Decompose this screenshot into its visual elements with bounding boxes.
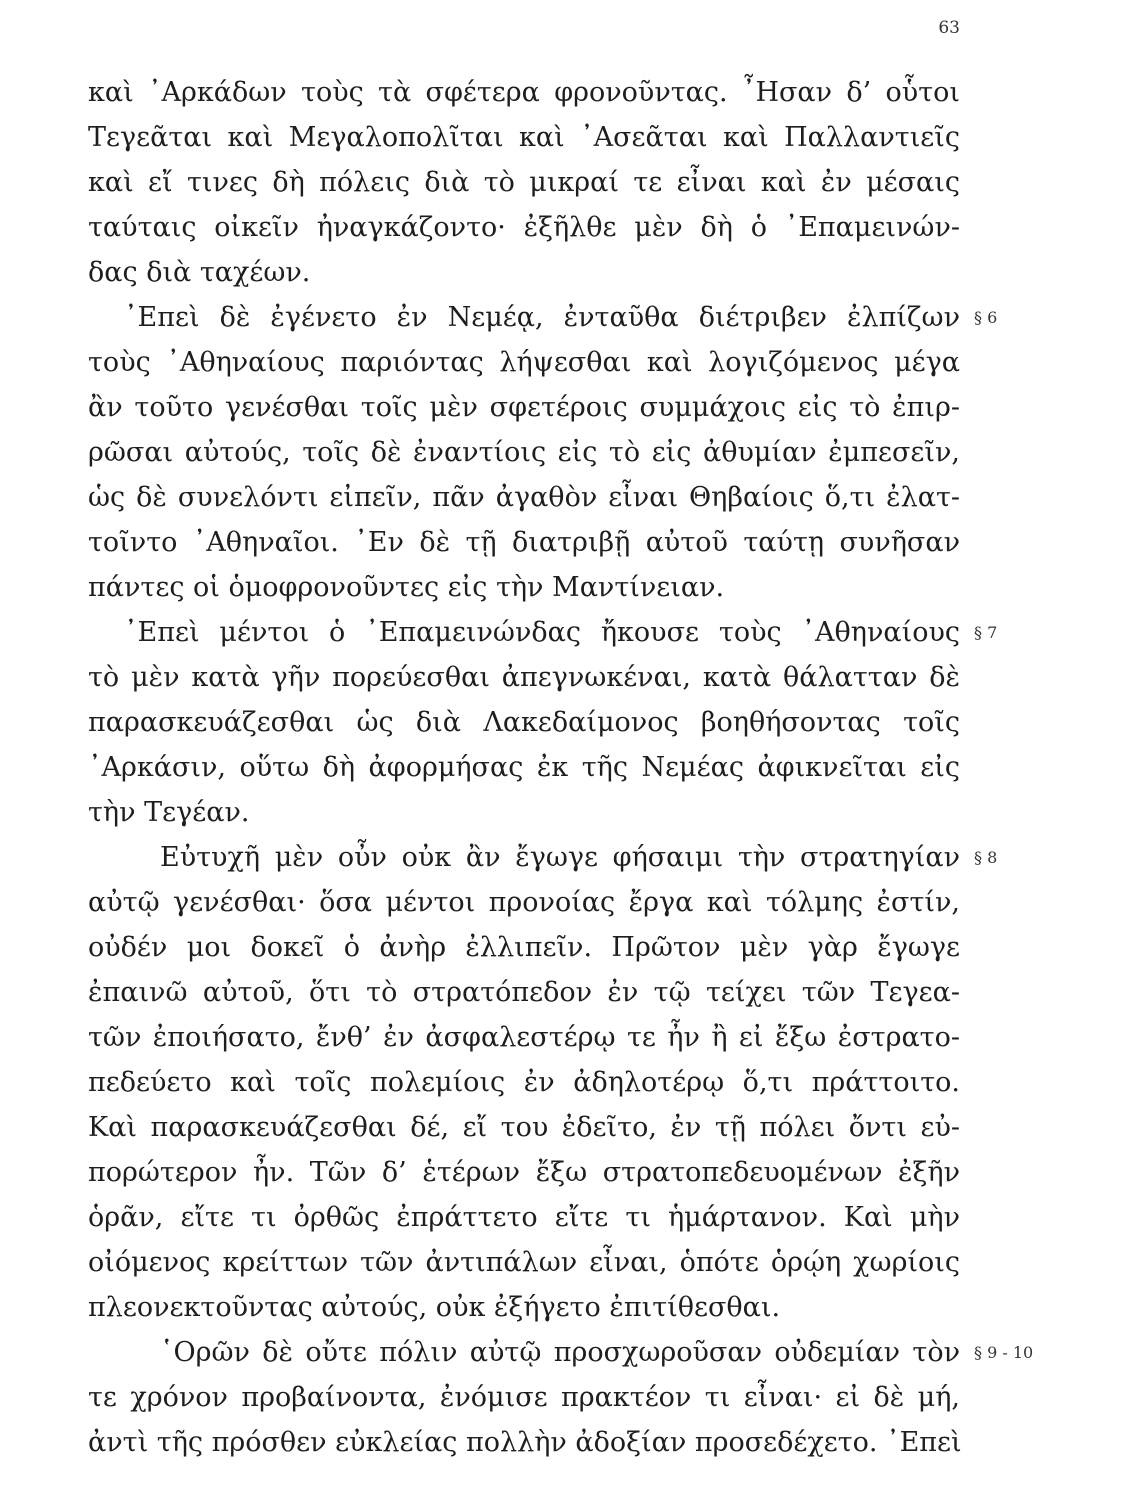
text-line-content: ἀντὶ τῆς πρόσθεν εὐκλείας πολλὴν ἀδοξίαν προσεδέχετο. ᾿Επεὶ <box>88 1427 962 1458</box>
text-line-content: Τεγεᾶται καὶ Μεγαλοπολῖται καὶ ᾿Ασεᾶται καὶ Παλλαντιεῖς <box>88 122 960 153</box>
text-line <box>88 880 960 925</box>
text-line <box>88 1375 960 1420</box>
text-line-content: τοῖντο ᾿Αθηναῖοι. ᾿Εν δὲ τῇ διατριβῇ αὐτοῦ ταύτῃ συνῆσαν <box>88 527 960 558</box>
text-line-content: τοὺς ᾿Αθηναίους παριόντας λήψεσθαι καὶ λογιζόμενος μέγα <box>88 347 960 378</box>
text-line-content: τῶν ἐποιήσατο, ἔνθ’ ἐν ἀσφαλεστέρῳ τε ἦν ἢ εἰ ἔξω ἐστρατο- <box>88 1022 960 1053</box>
text-line-content: ὡς δὲ συνελόντι εἰπεῖν, πᾶν ἀγαθὸν εἶναι Θηβαίοις ὅ,τι ἐλατ- <box>88 482 960 513</box>
text-line <box>88 1105 960 1150</box>
text-line-content: οὐδέν μοι δοκεῖ ὁ ἀνὴρ ἐλλιπεῖν. Πρῶτον μὲν γὰρ ἔγωγε <box>88 932 960 963</box>
text-line-content: ᾿Επεὶ μέντοι ὁ ᾿Επαμεινώνδας ἤκουσε τοὺς ᾿Αθηναίους <box>124 617 960 648</box>
section-reference: § 8 <box>974 848 998 867</box>
text-line <box>88 610 998 655</box>
text-line-content: δας διὰ ταχέων. <box>88 257 311 288</box>
text-line <box>88 115 960 160</box>
text-line-content: ἐπαινῶ αὐτοῦ, ὅτι τὸ στρατόπεδον ἐν τῷ τείχει τῶν Τεγεα- <box>88 977 960 1008</box>
text-line <box>88 520 960 565</box>
text-line <box>88 1060 960 1105</box>
text-line <box>88 385 960 430</box>
text-line-content: ρῶσαι αὐτούς, τοῖς δὲ ἐναντίοις εἰς τὸ εἰς ἀθυμίαν ἐμπεσεῖν, <box>88 437 960 468</box>
text-line-content: πλεονεκτοῦντας αὐτούς, οὐκ ἐξήγετο ἐπιτίθεσθαι. <box>88 1292 781 1323</box>
text-line <box>88 700 960 745</box>
text-line-content: τε χρόνον προβαίνοντα, ἐνόμισε πρακτέον τι εἶναι· εἰ δὲ μή, <box>88 1382 960 1413</box>
text-line <box>88 250 960 295</box>
text-line-content: ἂν τοῦτο γενέσθαι τοῖς μὲν σφετέροις συμμάχοις εἰς τὸ ἐπιρ- <box>88 392 960 423</box>
text-line <box>88 925 960 970</box>
text-line <box>88 1240 960 1285</box>
section-reference: § 7 <box>974 623 998 642</box>
text-line-content: τὸ μὲν κατὰ γῆν πορεύεσθαι ἀπεγνωκέναι, κατὰ θάλατταν δὲ <box>88 662 960 693</box>
text-line <box>88 745 960 790</box>
text-line <box>88 475 960 520</box>
text-line-content: ᾿Αρκάσιν, οὕτω δὴ ἀφορμήσας ἐκ τῆς Νεμέας ἀφικνεῖται εἰς <box>88 752 960 783</box>
text-line-content: αὐτῷ γενέσθαι· ὅσα μέντοι προνοίας ἔργα καὶ τόλμης ἐστίν, <box>88 887 960 918</box>
text-line <box>88 160 960 205</box>
text-line <box>88 340 960 385</box>
text-line <box>88 295 998 340</box>
text-line <box>88 655 960 700</box>
text-line <box>88 1285 960 1330</box>
text-line-content: πορώτερον ἦν. Τῶν δ’ ἑτέρων ἔξω στρατοπεδευομένων ἐξῆν <box>88 1157 960 1188</box>
text-line <box>88 1150 960 1195</box>
text-line-content: ᾿Επεὶ δὲ ἐγένετο ἐν Νεμέᾳ, ἐνταῦθα διέτριβεν ἐλπίζων <box>124 302 960 333</box>
text-line-content: τὴν Τεγέαν. <box>88 797 250 828</box>
text-line-content: οἰόμενος κρείττων τῶν ἀντιπάλων εἶναι, ὁπότε ὁρῴη χωρίοις <box>88 1247 960 1278</box>
text-line-content: Εὐτυχῆ μὲν οὖν οὐκ ἂν ἔγωγε φήσαιμι τὴν στρατηγίαν <box>160 842 960 873</box>
text-line <box>88 970 960 1015</box>
text-line <box>88 70 960 115</box>
section-reference: § 6 <box>974 308 998 327</box>
text-line-content: καὶ ᾿Αρκάδων τοὺς τὰ σφέτερα φρονοῦντας. ῏Ησαν δ’ οὗτοι <box>88 77 960 108</box>
text-line-content: καὶ εἴ τινες δὴ πόλεις διὰ τὸ μικραί τε εἶναι καὶ ἐν μέσαις <box>88 167 960 198</box>
page-number: 63 <box>938 18 960 38</box>
text-line <box>88 430 960 475</box>
body-text <box>88 70 1034 1465</box>
text-line <box>88 1330 1034 1375</box>
text-line-content: Καὶ παρασκευάζεσθαι δέ, εἴ του ἐδεῖτο, ἐν τῇ πόλει ὄντι εὐ- <box>88 1112 960 1143</box>
text-line <box>88 1195 960 1240</box>
text-line <box>88 205 960 250</box>
text-line-content: πεδεύετο καὶ τοῖς πολεμίοις ἐν ἀδηλοτέρῳ ὅ,τι πράττοιτο. <box>88 1067 960 1098</box>
text-line-content: ταύταις οἰκεῖν ἠναγκάζοντο· ἐξῆλθε μὲν δὴ ὁ ᾿Επαμεινών- <box>88 212 960 243</box>
text-line <box>88 1015 960 1060</box>
text-line-content: πάντες οἱ ὁμοφρονοῦντες εἰς τὴν Μαντίνειαν. <box>88 572 725 603</box>
text-line-content: ὁρᾶν, εἴτε τι ὀρθῶς ἐπράττετο εἴτε τι ἡμάρτανον. Καὶ μὴν <box>88 1202 960 1233</box>
text-line-content: παρασκευάζεσθαι ὡς διὰ Λακεδαίμονος βοηθήσοντας τοῖς <box>88 707 960 738</box>
text-line <box>88 565 960 610</box>
text-line <box>88 1420 960 1465</box>
text-line-content: ῾Ορῶν δὲ οὔτε πόλιν αὐτῷ προσχωροῦσαν οὐδεμίαν τὸν <box>160 1337 960 1368</box>
text-line <box>88 790 960 835</box>
section-reference: § 9 - 10 <box>974 1343 1034 1362</box>
text-line <box>88 835 998 880</box>
